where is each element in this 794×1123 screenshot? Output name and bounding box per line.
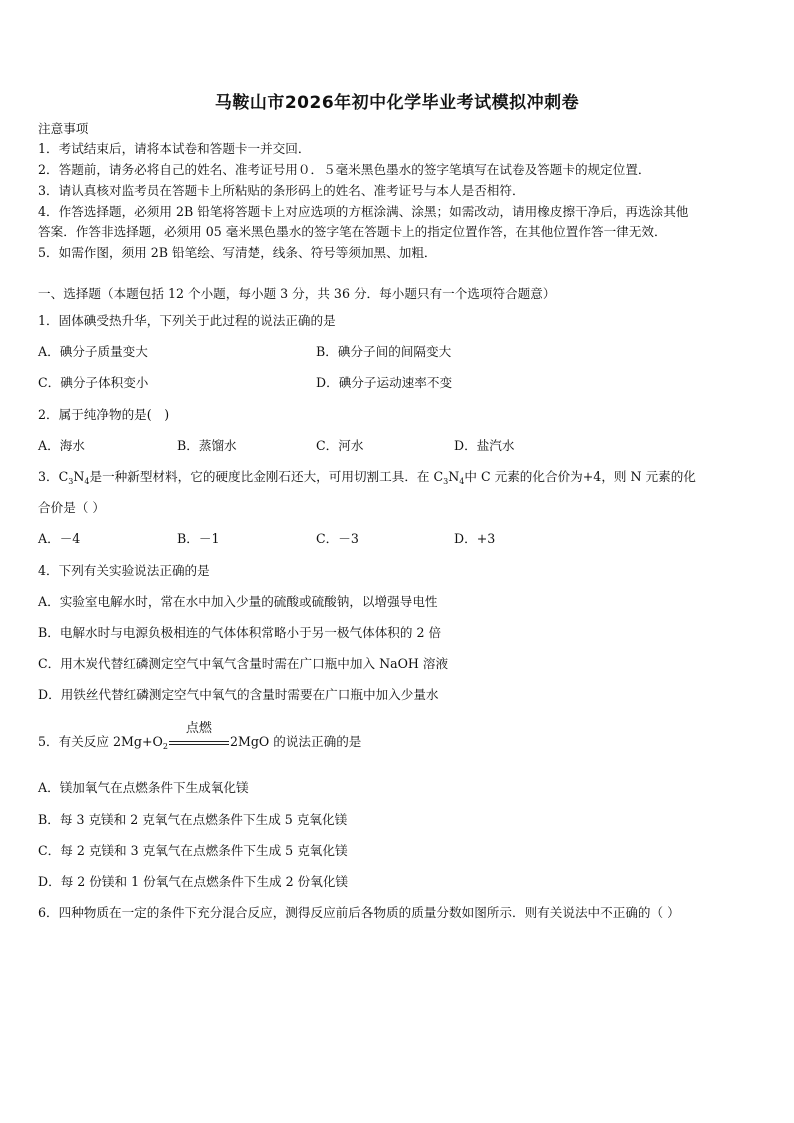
notice-item-3: 3．请认真核对监考员在答题卡上所粘贴的条形码上的姓名、准考证号与本人是否相符． xyxy=(38,183,525,198)
question-4-option-a: A．实验室电解水时，常在水中加入少量的硫酸或硫酸钠，以增强导电性 xyxy=(38,594,438,609)
question-4-option-c: C．用木炭代替红磷测定空气中氧气含量时需在广口瓶中加入 NaOH 溶液 xyxy=(38,656,449,671)
question-3-stem-cont: 合价是（ ） xyxy=(38,500,105,515)
question-6-stem: 6．四种物质在一定的条件下充分混合反应，测得反应前后各物质的质量分数如图所示．则有关说法中不正确的（ ） xyxy=(38,905,680,920)
question-3-option-b: B．－1 xyxy=(177,531,220,546)
question-1-option-a: A．碘分子质量变大 xyxy=(38,344,148,359)
question-5-option-d: D．每 2 份镁和 1 份氧气在点燃条件下生成 2 份氧化镁 xyxy=(38,874,349,889)
question-2-option-c: C．河水 xyxy=(316,438,364,453)
question-5-option-a: A．镁加氧气在点燃条件下生成氧化镁 xyxy=(38,780,249,795)
question-4-option-b: B．电解水时与电源负极相连的气体体积常略小于另一极气体体积的 2 倍 xyxy=(38,625,442,640)
question-2-option-a: A．海水 xyxy=(38,438,85,453)
question-4-stem: 4．下列有关实验说法正确的是 xyxy=(38,563,210,578)
question-4-option-d: D．用铁丝代替红磷测定空气中氧气的含量时需要在广口瓶中加入少量水 xyxy=(38,687,439,702)
question-3-option-a: A．－4 xyxy=(38,531,81,546)
question-5-stem: 5．有关反应 $2Mg+O_2$ 点燃 2MgO 的说法正确的是 xyxy=(38,720,362,751)
question-3-option-d: D．+3 xyxy=(454,531,496,546)
question-2-stem: 2．属于纯净物的是( ) xyxy=(38,407,170,422)
notice-item-4: 4．作答选择题，必须用 2B 铅笔将答题卡上对应选项的方框涂满、涂黑；如需改动，请用橡皮擦干净后，再选涂其他 xyxy=(38,204,689,219)
page-title: 马鞍山市2026年初中化学毕业考试模拟冲刺卷 xyxy=(214,93,580,113)
question-2-option-b: B．蒸馏水 xyxy=(177,438,237,453)
reaction-condition: 点燃 xyxy=(185,720,212,736)
question-1-option-b: B．碘分子间的间隔变大 xyxy=(316,344,452,359)
notice-item-5: 5．如需作图，须用 2B 铅笔绘、写清楚，线条、符号等须加黑、加粗． xyxy=(38,245,437,260)
notice-heading: 注意事项 xyxy=(38,121,89,136)
question-1-option-d: D．碘分子运动速率不变 xyxy=(316,375,453,390)
notice-item-1: 1．考试结束后，请将本试卷和答题卡一并交回． xyxy=(38,141,311,156)
notice-item-4-cont: 答案．作答非选择题，必须用 05 毫米黑色墨水的签字笔在答题卡上的指定位置作答，在其他位置作答一律无效． xyxy=(38,224,667,239)
question-1-stem: 1．固体碘受热升华，下列关于此过程的说法正确的是 xyxy=(38,313,336,328)
reaction-arrow xyxy=(169,720,229,750)
notice-item-2: 2．答题前，请务必将自己的姓名、准考证号用０．５毫米黑色墨水的签字笔填写在试卷及答题卡的规定位置． xyxy=(38,162,651,177)
question-1-option-c: C．碘分子体积变小 xyxy=(38,375,149,390)
question-5-option-c: C．每 2 克镁和 3 克氧气在点燃条件下生成 5 克氧化镁 xyxy=(38,843,348,858)
question-3-stem: 3．$C_3N_4$是一种新型材料，它的硬度比金刚石还大，可用切割工具．在 $C_3N_4$中 C 元素的化合价为+4，则 N 元素的化 xyxy=(38,469,696,486)
question-5-option-b: B．每 3 克镁和 2 克氧气在点燃条件下生成 5 克氧化镁 xyxy=(38,812,348,827)
section-heading: 一、选择题（本题包括 12 个小题，每小题 3 分，共 36 分．每小题只有一个选项符合题意） xyxy=(38,286,556,301)
question-2-option-d: D．盐汽水 xyxy=(454,438,515,453)
question-3-option-c: C．－3 xyxy=(316,531,359,546)
